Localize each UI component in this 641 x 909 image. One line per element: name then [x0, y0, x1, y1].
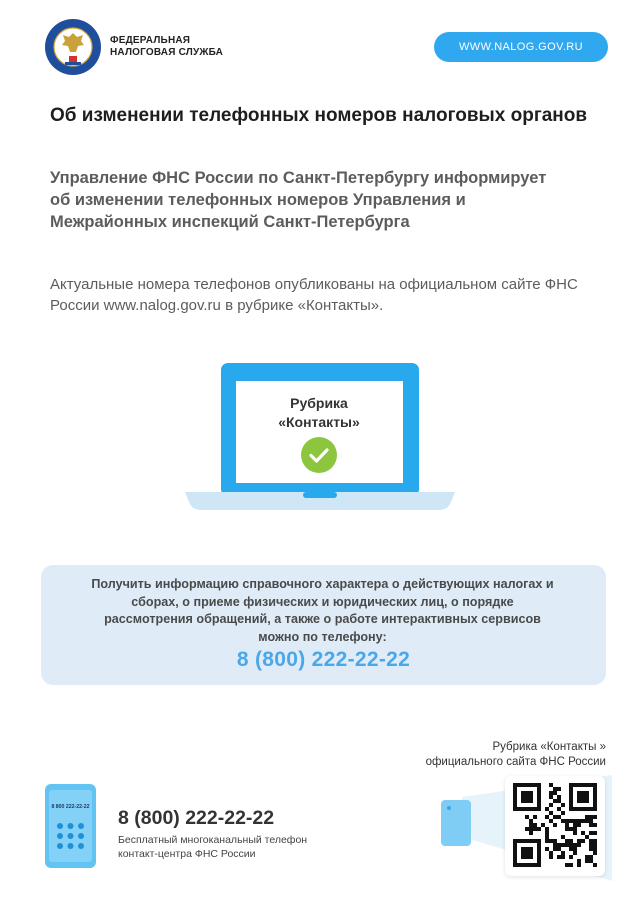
contact-phone-number[interactable]: 8 (800) 222-22-22	[118, 807, 275, 829]
org-name-line2: НАЛОГОВАЯ СЛУЖБА	[110, 47, 224, 58]
qr-caption-line2: официального сайта ФНС России	[425, 756, 606, 768]
org-name-line1: ФЕДЕРАЛЬНАЯ	[110, 35, 191, 46]
site-link-button[interactable]: WWW.NALOG.GOV.RU	[434, 32, 608, 62]
info-phone-number[interactable]: 8 (800) 222-22-22	[236, 648, 411, 671]
org-name	[110, 35, 223, 59]
contact-description	[118, 834, 358, 861]
contact-desc-line2: контакт-центра ФНС России	[118, 847, 256, 860]
contact-desc-line1: Бесплатный многоканальный телефон	[118, 834, 308, 846]
qr-code-icon[interactable]	[513, 783, 597, 867]
body-text: Актуальные номера телефонов опубликованы на официальном сайте ФНС России www.nalog.gov.ru в рубрике «Контакты».	[50, 276, 578, 314]
qr-caption	[426, 740, 606, 770]
laptop-label	[237, 394, 401, 432]
page-title: Об изменении телефонных номеров налоговых органов	[50, 105, 588, 126]
phone-screen-number: 8 800 222-22-22	[51, 804, 90, 810]
fns-emblem-icon	[44, 18, 102, 76]
header	[0, 0, 641, 95]
laptop-label-line1: Рубрика	[290, 395, 348, 411]
phone-device-icon	[45, 784, 96, 868]
checkmark-icon	[301, 437, 337, 473]
info-text: Получить информацию справочного характера о действующих налогах и сборах, о приеме физических и юридических лиц, о порядке рассмотрения обращений, а также о работе интерактивных сервисов можно по телефону:	[91, 577, 554, 644]
laptop-label-line2: «Контакты»	[278, 414, 360, 430]
page-subtitle: Управление ФНС России по Санкт-Петербургу информирует об изменении телефонных номеров Управления и Межрайонных инспекций Санкт-Петербурга	[50, 169, 547, 231]
scanning-phone-icon	[441, 800, 471, 846]
qr-caption-line1: Рубрика «Контакты »	[492, 741, 606, 753]
